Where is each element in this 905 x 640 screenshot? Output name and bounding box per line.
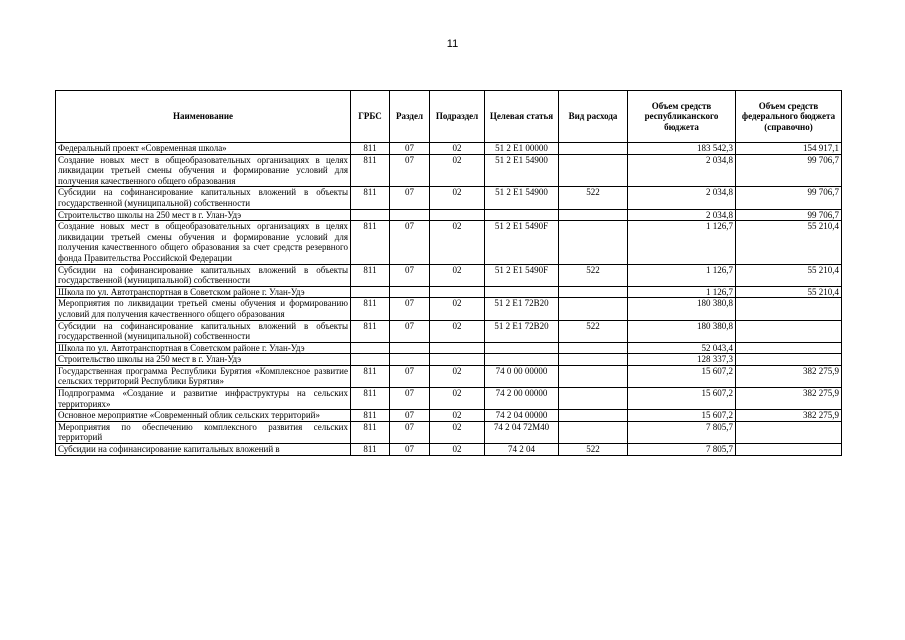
- cell-name: Создание новых мест в общеобразовательных организациях в целях ликвидации третьей смены обучения и формирование условий для получения качественного общего образования за счет средств резервного фонда Правительства Российской Федерации: [56, 221, 351, 264]
- table-row: [56, 209, 842, 221]
- table-row: [56, 221, 842, 264]
- table-row: [56, 154, 842, 187]
- cell-name: Создание новых мест в общеобразовательных организациях в целях ликвидации третьей смены обучения и формирование условий для получения качественного общего образования: [56, 154, 351, 187]
- cell-grbs: 811: [351, 365, 390, 387]
- cell-podrazdel: 02: [430, 365, 485, 387]
- cell-federal-budget: [736, 354, 842, 366]
- cell-razdel: 07: [390, 298, 430, 320]
- table-row: [56, 320, 842, 342]
- cell-federal-budget: 99 706,7: [736, 154, 842, 187]
- header-razdel: Раздел: [390, 91, 430, 143]
- cell-razdel: [390, 354, 430, 366]
- cell-podrazdel: 02: [430, 143, 485, 155]
- cell-razdel: 07: [390, 444, 430, 456]
- cell-federal-budget: [736, 342, 842, 354]
- cell-expense-type: 522: [559, 264, 628, 286]
- cell-expense-type: [559, 365, 628, 387]
- cell-expense-type: 522: [559, 187, 628, 209]
- cell-target-article: 74 2 04 00000: [485, 410, 559, 422]
- cell-grbs: [351, 286, 390, 298]
- cell-target-article: 74 2 00 00000: [485, 388, 559, 410]
- cell-expense-type: [559, 410, 628, 422]
- cell-federal-budget: 382 275,9: [736, 410, 842, 422]
- cell-expense-type: [559, 143, 628, 155]
- cell-federal-budget: [736, 421, 842, 443]
- cell-name: Мероприятия по обеспечению комплексного развития сельских территорий: [56, 421, 351, 443]
- cell-name: Субсидии на софинансирование капитальных вложений в объекты государственной (муниципальной) собственности: [56, 320, 351, 342]
- cell-republic-budget: 180 380,8: [628, 298, 736, 320]
- cell-name: Федеральный проект «Современная школа»: [56, 143, 351, 155]
- cell-target-article: 51 2 E1 5490F: [485, 221, 559, 264]
- header-name: Наименование: [56, 91, 351, 143]
- cell-target-article: [485, 209, 559, 221]
- cell-expense-type: [559, 421, 628, 443]
- table-row: [56, 143, 842, 155]
- cell-grbs: 811: [351, 187, 390, 209]
- cell-grbs: 811: [351, 154, 390, 187]
- cell-grbs: 811: [351, 421, 390, 443]
- table-header-row: [56, 91, 842, 143]
- cell-name: Субсидии на софинансирование капитальных вложений в объекты государственной (муниципальной) собственности: [56, 187, 351, 209]
- cell-podrazdel: [430, 209, 485, 221]
- cell-republic-budget: 2 034,8: [628, 187, 736, 209]
- cell-republic-budget: 7 805,7: [628, 421, 736, 443]
- cell-podrazdel: [430, 286, 485, 298]
- cell-federal-budget: 382 275,9: [736, 365, 842, 387]
- cell-grbs: [351, 342, 390, 354]
- cell-republic-budget: 180 380,8: [628, 320, 736, 342]
- cell-expense-type: [559, 154, 628, 187]
- cell-expense-type: [559, 388, 628, 410]
- cell-target-article: [485, 354, 559, 366]
- cell-federal-budget: 382 275,9: [736, 388, 842, 410]
- cell-grbs: 811: [351, 143, 390, 155]
- cell-republic-budget: 128 337,3: [628, 354, 736, 366]
- cell-expense-type: [559, 221, 628, 264]
- budget-table: [55, 90, 842, 456]
- table-row: [56, 354, 842, 366]
- cell-razdel: 07: [390, 320, 430, 342]
- cell-grbs: 811: [351, 410, 390, 422]
- cell-razdel: 07: [390, 187, 430, 209]
- cell-podrazdel: [430, 342, 485, 354]
- cell-name: Субсидии на софинансирование капитальных вложений в: [56, 444, 351, 456]
- table-row: [56, 388, 842, 410]
- cell-razdel: [390, 286, 430, 298]
- cell-federal-budget: 55 210,4: [736, 221, 842, 264]
- header-federal-budget: Объем средств федерального бюджета (справочно): [736, 91, 842, 143]
- cell-grbs: [351, 354, 390, 366]
- cell-name: Строительство школы на 250 мест в г. Улан-Удэ: [56, 354, 351, 366]
- cell-expense-type: [559, 286, 628, 298]
- header-podrazdel: Подраздел: [430, 91, 485, 143]
- cell-federal-budget: 154 917,1: [736, 143, 842, 155]
- cell-expense-type: [559, 342, 628, 354]
- table-row: [56, 264, 842, 286]
- cell-republic-budget: 7 805,7: [628, 444, 736, 456]
- cell-grbs: 811: [351, 320, 390, 342]
- header-expense-type: Вид расхода: [559, 91, 628, 143]
- cell-target-article: 51 2 E1 54900: [485, 154, 559, 187]
- cell-name: Мероприятия по ликвидации третьей смены обучения и формированию условий для получения качественного общего образования: [56, 298, 351, 320]
- cell-expense-type: 522: [559, 320, 628, 342]
- cell-grbs: 811: [351, 444, 390, 456]
- cell-razdel: [390, 209, 430, 221]
- cell-grbs: 811: [351, 298, 390, 320]
- cell-grbs: 811: [351, 264, 390, 286]
- cell-name: Школа по ул. Автотранспортная в Советском районе г. Улан-Удэ: [56, 286, 351, 298]
- cell-podrazdel: 02: [430, 187, 485, 209]
- cell-razdel: 07: [390, 410, 430, 422]
- cell-razdel: 07: [390, 264, 430, 286]
- cell-federal-budget: 99 706,7: [736, 187, 842, 209]
- table-row: [56, 365, 842, 387]
- cell-podrazdel: 02: [430, 410, 485, 422]
- cell-target-article: [485, 342, 559, 354]
- cell-republic-budget: 1 126,7: [628, 264, 736, 286]
- cell-republic-budget: 1 126,7: [628, 221, 736, 264]
- cell-expense-type: 522: [559, 444, 628, 456]
- cell-target-article: 74 2 04: [485, 444, 559, 456]
- cell-target-article: 51 2 E1 72B20: [485, 320, 559, 342]
- cell-podrazdel: 02: [430, 154, 485, 187]
- cell-target-article: 74 0 00 00000: [485, 365, 559, 387]
- cell-target-article: 51 2 E1 72B20: [485, 298, 559, 320]
- cell-republic-budget: 2 034,8: [628, 154, 736, 187]
- header-target-article: Целевая статья: [485, 91, 559, 143]
- cell-podrazdel: [430, 354, 485, 366]
- cell-razdel: 07: [390, 154, 430, 187]
- cell-razdel: 07: [390, 365, 430, 387]
- cell-republic-budget: 15 607,2: [628, 410, 736, 422]
- cell-podrazdel: 02: [430, 264, 485, 286]
- table-row: [56, 187, 842, 209]
- table-row: [56, 410, 842, 422]
- cell-podrazdel: 02: [430, 221, 485, 264]
- cell-federal-budget: 55 210,4: [736, 264, 842, 286]
- cell-razdel: 07: [390, 221, 430, 264]
- cell-razdel: 07: [390, 388, 430, 410]
- header-republic-budget: Объем средств республиканского бюджета: [628, 91, 736, 143]
- cell-federal-budget: 99 706,7: [736, 209, 842, 221]
- page-number: 11: [446, 38, 459, 50]
- table-row: [56, 298, 842, 320]
- cell-republic-budget: 1 126,7: [628, 286, 736, 298]
- cell-republic-budget: 15 607,2: [628, 365, 736, 387]
- cell-podrazdel: 02: [430, 320, 485, 342]
- cell-republic-budget: 2 034,8: [628, 209, 736, 221]
- header-grbs: ГРБС: [351, 91, 390, 143]
- table-row: [56, 286, 842, 298]
- cell-target-article: 51 2 E1 00000: [485, 143, 559, 155]
- table-row: [56, 444, 842, 456]
- cell-target-article: 51 2 E1 54900: [485, 187, 559, 209]
- cell-federal-budget: [736, 298, 842, 320]
- cell-federal-budget: [736, 444, 842, 456]
- cell-name: Строительство школы на 250 мест в г. Улан-Удэ: [56, 209, 351, 221]
- cell-razdel: 07: [390, 421, 430, 443]
- table-row: [56, 342, 842, 354]
- cell-name: Государственная программа Республики Бурятия «Комплексное развитие сельских территорий Республики Бурятия»: [56, 365, 351, 387]
- cell-expense-type: [559, 298, 628, 320]
- cell-podrazdel: 02: [430, 444, 485, 456]
- cell-expense-type: [559, 209, 628, 221]
- cell-podrazdel: 02: [430, 298, 485, 320]
- cell-podrazdel: 02: [430, 388, 485, 410]
- cell-federal-budget: 55 210,4: [736, 286, 842, 298]
- cell-name: Школа по ул. Автотранспортная в Советском районе г. Улан-Удэ: [56, 342, 351, 354]
- cell-grbs: 811: [351, 388, 390, 410]
- cell-name: Основное мероприятие «Современный облик сельских территорий»: [56, 410, 351, 422]
- cell-grbs: [351, 209, 390, 221]
- cell-grbs: 811: [351, 221, 390, 264]
- cell-podrazdel: 02: [430, 421, 485, 443]
- cell-target-article: 74 2 04 72M40: [485, 421, 559, 443]
- cell-republic-budget: 52 043,4: [628, 342, 736, 354]
- cell-target-article: [485, 286, 559, 298]
- cell-republic-budget: 15 607,2: [628, 388, 736, 410]
- cell-razdel: 07: [390, 143, 430, 155]
- table-row: [56, 421, 842, 443]
- cell-republic-budget: 183 542,3: [628, 143, 736, 155]
- cell-name: Субсидии на софинансирование капитальных вложений в объекты государственной (муниципальной) собственности: [56, 264, 351, 286]
- cell-expense-type: [559, 354, 628, 366]
- cell-federal-budget: [736, 320, 842, 342]
- cell-name: Подпрограмма «Создание и развитие инфраструктуры на сельских территориях»: [56, 388, 351, 410]
- cell-target-article: 51 2 E1 5490F: [485, 264, 559, 286]
- cell-razdel: [390, 342, 430, 354]
